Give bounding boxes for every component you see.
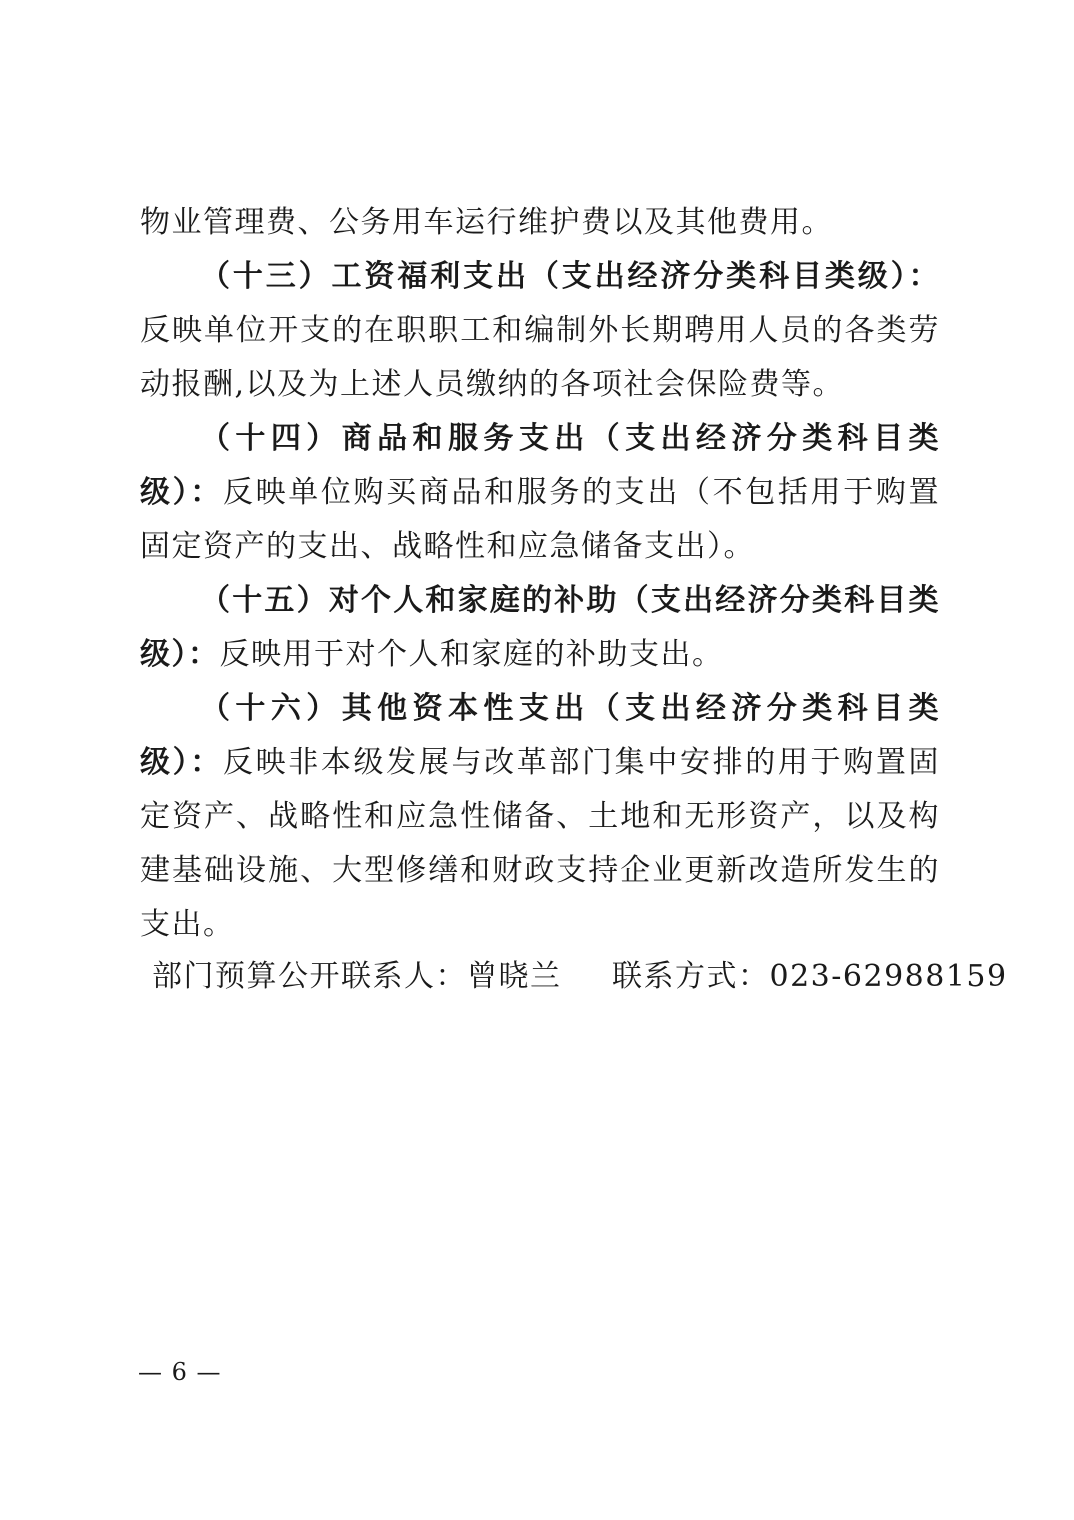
document-body bbox=[140, 196, 940, 952]
section-heading: （十六）其他资本性支出（支出经济分类科目类级）： bbox=[140, 691, 940, 780]
contact-line bbox=[152, 950, 1008, 1004]
paragraph-text: 反映单位购买商品和服务的支出（不包括用于购置固定资产的支出、战略性和应急储备支出）。 bbox=[140, 475, 940, 564]
paragraph-text: 物业管理费、公务用车运行维护费以及其他费用。 bbox=[140, 205, 833, 240]
paragraph-text: 反映单位开支的在职职工和编制外长期聘用人员的各类劳动报酬,以及为上述人员缴纳的各项社会保险费等。 bbox=[140, 313, 940, 402]
paragraph-wage-welfare bbox=[140, 250, 940, 412]
paragraph-household-subsidy bbox=[140, 574, 940, 682]
paragraph-goods-services bbox=[140, 412, 940, 574]
section-heading: （十三）工资福利支出（支出经济分类科目类级）： bbox=[200, 259, 940, 294]
page-number: — 6 — bbox=[138, 1358, 222, 1386]
section-heading: （十五）对个人和家庭的补助（支出经济分类科目类级）： bbox=[140, 583, 940, 672]
paragraph-other-capital bbox=[140, 682, 940, 952]
paragraph-text: 反映用于对个人和家庭的补助支出。 bbox=[219, 637, 724, 672]
contact-person: 部门预算公开联系人：曾晓兰 bbox=[152, 959, 562, 994]
paragraph-continuation bbox=[140, 196, 940, 250]
contact-phone: 联系方式：023-62988159 bbox=[612, 959, 1008, 994]
paragraph-text: 反映非本级发展与改革部门集中安排的用于购置固定资产、战略性和应急性储备、土地和无形资产，以及构建基础设施、大型修缮和财政支持企业更新改造所发生的支出。 bbox=[140, 745, 940, 942]
section-heading: （十四）商品和服务支出（支出经济分类科目类级）： bbox=[140, 421, 940, 510]
